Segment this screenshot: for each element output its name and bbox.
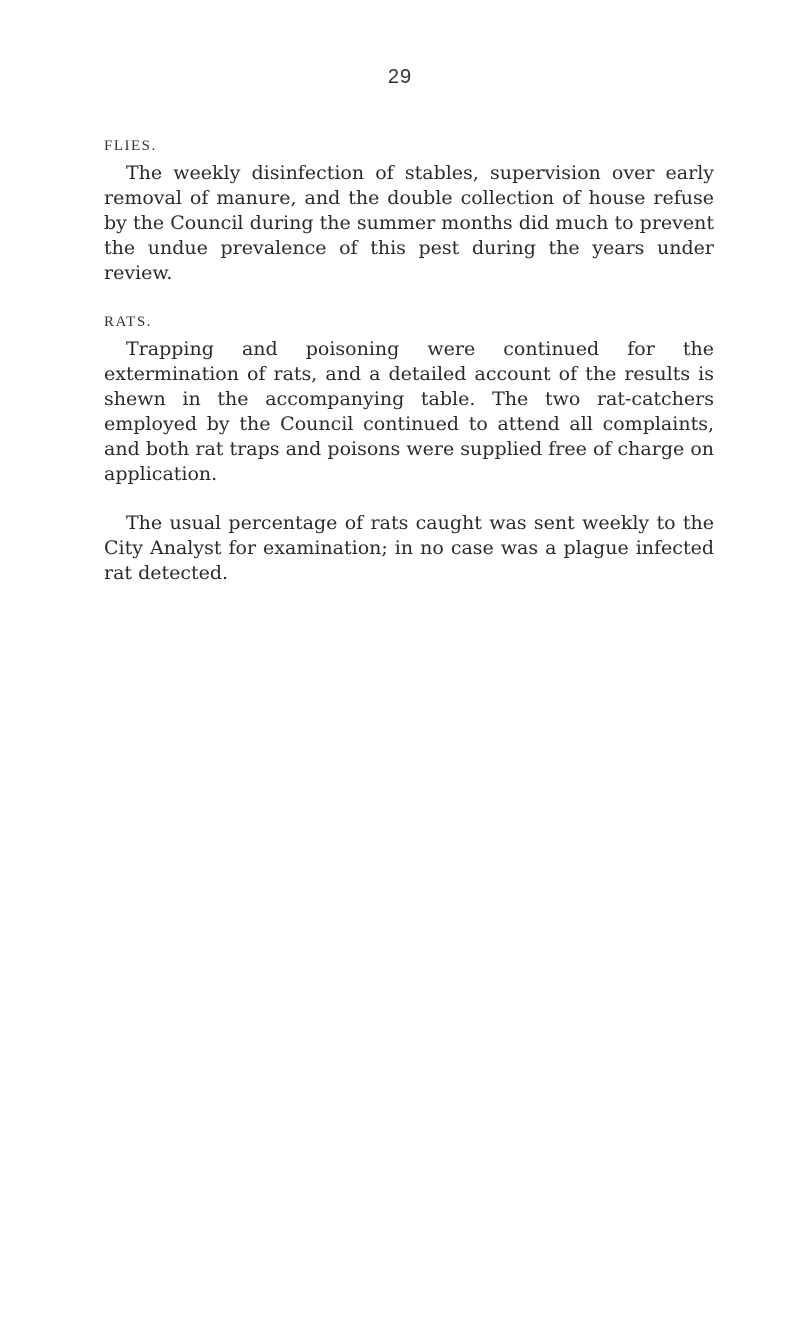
section-flies xyxy=(104,138,714,286)
page-number: 29 xyxy=(387,66,413,88)
section-heading: FLIES. xyxy=(104,138,157,154)
section-heading: RATS. xyxy=(104,314,152,330)
document-body xyxy=(104,138,714,586)
section-rats xyxy=(104,314,714,586)
paragraph: The weekly disinfection of stables, supervision over early removal of manure, and the double collection of house refuse by the Council during the summer months did much to prevent the undue prevalence of this pest during the years under review. xyxy=(104,162,714,284)
paragraph: The usual percentage of rats caught was sent weekly to the City Analyst for examination; in no case was a plague infected rat detected. xyxy=(104,512,714,584)
paragraph: Trapping and poisoning were continued for the extermination of rats, and a detailed account of the results is shewn in the accompanying table. The two rat-catchers employed by the Council continued to attend all complaints, and both rat traps and poisons were supplied free of charge on application. xyxy=(104,338,714,485)
